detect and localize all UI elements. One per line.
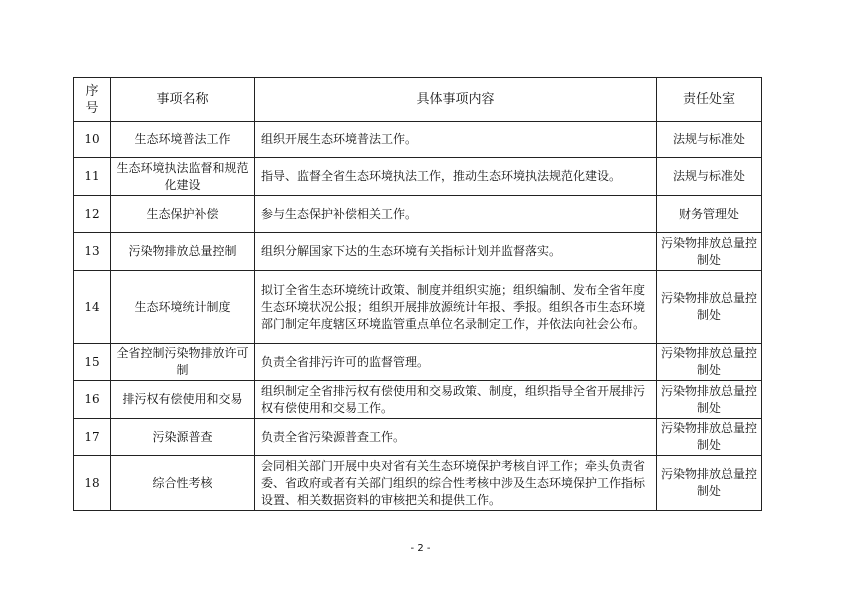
item-name: 生态环境普法工作 (111, 122, 255, 158)
header-name: 事项名称 (111, 78, 255, 122)
item-dept: 污染物排放总量控制处 (657, 344, 762, 381)
item-content: 会同相关部门开展中央对省有关生态环境保护考核自评工作；牵头负责省委、省政府或者有关部门组织的综合性考核中涉及生态环境保护工作指标设置、相关数据资料的审核把关和提供工作。 (255, 456, 657, 511)
table-row (74, 419, 762, 456)
item-dept: 污染物排放总量控制处 (657, 456, 762, 511)
item-content: 拟订全省生态环境统计政策、制度并组织实施；组织编制、发布全省年度生态环境状况公报；组织开展排放源统计年报、季报。组织各市生态环境部门制定年度辖区环境监管重点单位名录制定工作，并依法向社会公布。 (255, 271, 657, 344)
item-dept: 污染物排放总量控制处 (657, 419, 762, 456)
item-content: 负责全省污染源普查工作。 (255, 419, 657, 456)
item-content: 参与生态保护补偿相关工作。 (255, 196, 657, 233)
item-name: 排污权有偿使用和交易 (111, 381, 255, 419)
table-row (74, 271, 762, 344)
item-content: 负责全省排污许可的监督管理。 (255, 344, 657, 381)
item-name: 全省控制污染物排放许可制 (111, 344, 255, 381)
table-row (74, 456, 762, 511)
item-content: 组织制定全省排污权有偿使用和交易政策、制度，组织指导全省开展排污权有偿使用和交易工作。 (255, 381, 657, 419)
item-dept: 污染物排放总量控制处 (657, 381, 762, 419)
table-row (74, 233, 762, 271)
item-name: 污染物排放总量控制 (111, 233, 255, 271)
item-dept: 法规与标准处 (657, 122, 762, 158)
row-number: 13 (74, 233, 111, 271)
row-number: 15 (74, 344, 111, 381)
item-content: 组织开展生态环境普法工作。 (255, 122, 657, 158)
table-header-row (74, 78, 762, 122)
item-content: 指导、监督全省生态环境执法工作，推动生态环境执法规范化建设。 (255, 158, 657, 196)
item-name: 生态环境执法监督和规范化建设 (111, 158, 255, 196)
header-seq: 序号 (74, 78, 111, 122)
item-dept: 财务管理处 (657, 196, 762, 233)
row-number: 12 (74, 196, 111, 233)
row-number: 14 (74, 271, 111, 344)
table-row (74, 122, 762, 158)
row-number: 16 (74, 381, 111, 419)
table-row (74, 381, 762, 419)
item-name: 污染源普查 (111, 419, 255, 456)
row-number: 10 (74, 122, 111, 158)
page-number: - 2 - (410, 543, 431, 554)
row-number: 17 (74, 419, 111, 456)
table-row (74, 344, 762, 381)
table-row (74, 158, 762, 196)
item-name: 生态保护补偿 (111, 196, 255, 233)
table-row (74, 196, 762, 233)
item-name: 综合性考核 (111, 456, 255, 511)
item-name: 生态环境统计制度 (111, 271, 255, 344)
row-number: 11 (74, 158, 111, 196)
responsibility-table (73, 77, 762, 511)
header-dept: 责任处室 (657, 78, 762, 122)
item-content: 组织分解国家下达的生态环境有关指标计划并监督落实。 (255, 233, 657, 271)
item-dept: 法规与标准处 (657, 158, 762, 196)
header-content: 具体事项内容 (255, 78, 657, 122)
item-dept: 污染物排放总量控制处 (657, 271, 762, 344)
row-number: 18 (74, 456, 111, 511)
item-dept: 污染物排放总量控制处 (657, 233, 762, 271)
